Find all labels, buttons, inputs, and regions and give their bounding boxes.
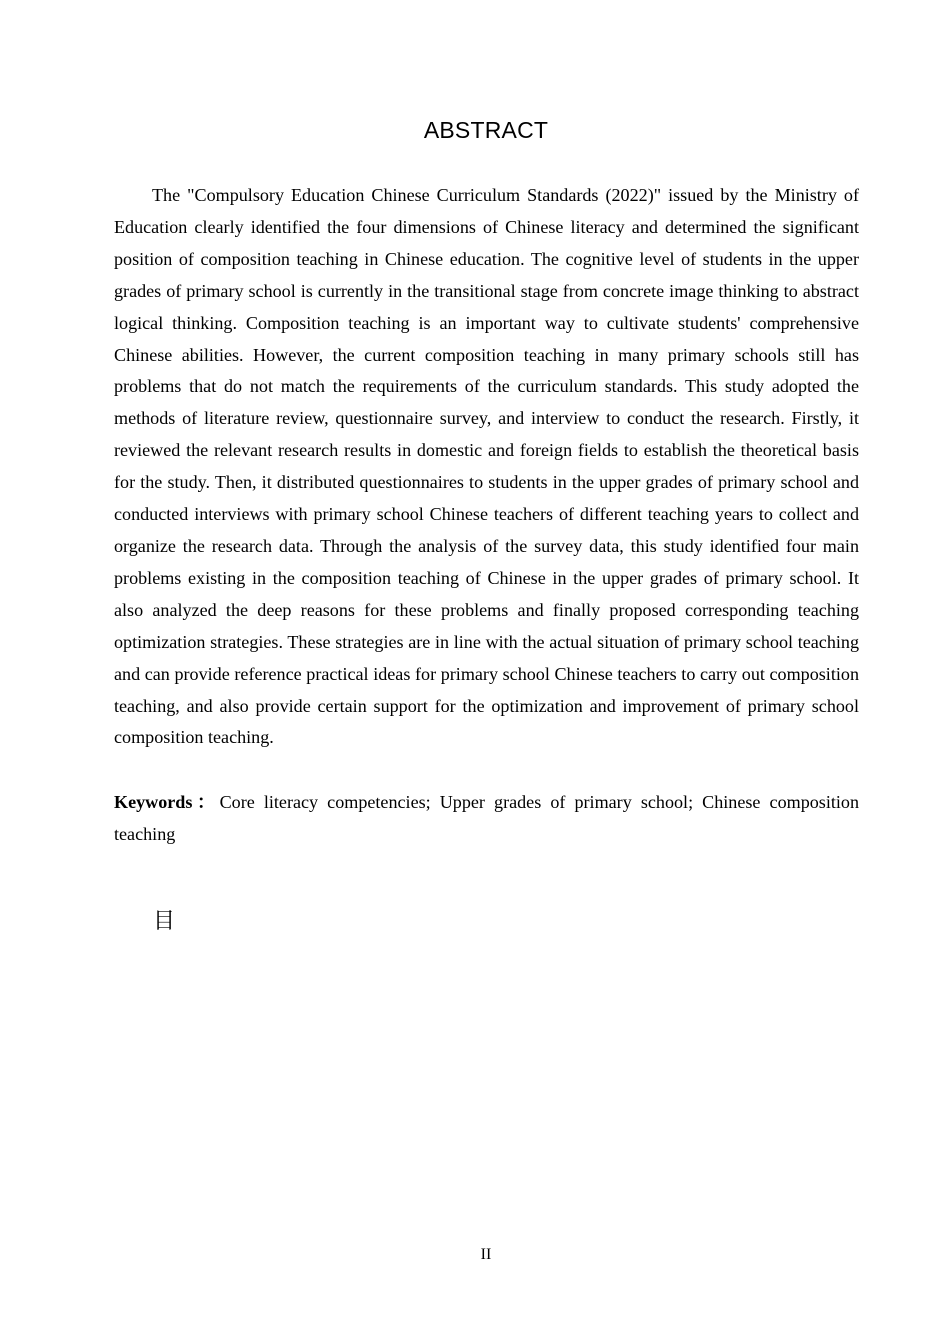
abstract-paragraph: The "Compulsory Education Chinese Curriculum Standards (2022)" issued by the Ministry of Education clearly identified the four dimensions of Chinese literacy and determined the significant position of composition teaching in Chinese education. The cognitive level of students in the upper grades of primary school is currently in the transitional stage from concrete image thinking to abstract logical thinking. Composition teaching is an important way to cultivate students' comprehensive Chinese abilities. However, the current composition teaching in many primary schools still has problems that do not match the requirements of the curriculum standards. This study adopted the methods of literature review, questionnaire survey, and interview to conduct the research. Firstly, it reviewed the relevant research results in domestic and foreign fields to establish the theoretical basis for the study. Then, it distributed questionnaires to students in the upper grades of primary school and conducted interviews with primary school Chinese teachers of different teaching years to collect and organize the research data. Through the analysis of the survey data, this study identified four main problems existing in the composition teaching of Chinese in the upper grades of primary school. It also analyzed the deep reasons for these problems and finally proposed corresponding teaching optimization strategies. These strategies are in line with the actual situation of primary school teaching and can provide reference practical ideas for primary school Chinese teachers to carry out composition teaching, and also provide certain support for the optimization and improvement of primary school composition teaching. [114,185,859,748]
keywords-text: Core literacy competencies; Upper grades of primary school; Chinese composition teaching [114,792,859,844]
table-of-contents-heading: 目 [153,909,176,934]
page-number: II [480,1246,492,1263]
abstract-title: ABSTRACT [423,117,549,143]
keywords-line [114,787,859,851]
keywords-label: Keywords： [114,792,220,812]
